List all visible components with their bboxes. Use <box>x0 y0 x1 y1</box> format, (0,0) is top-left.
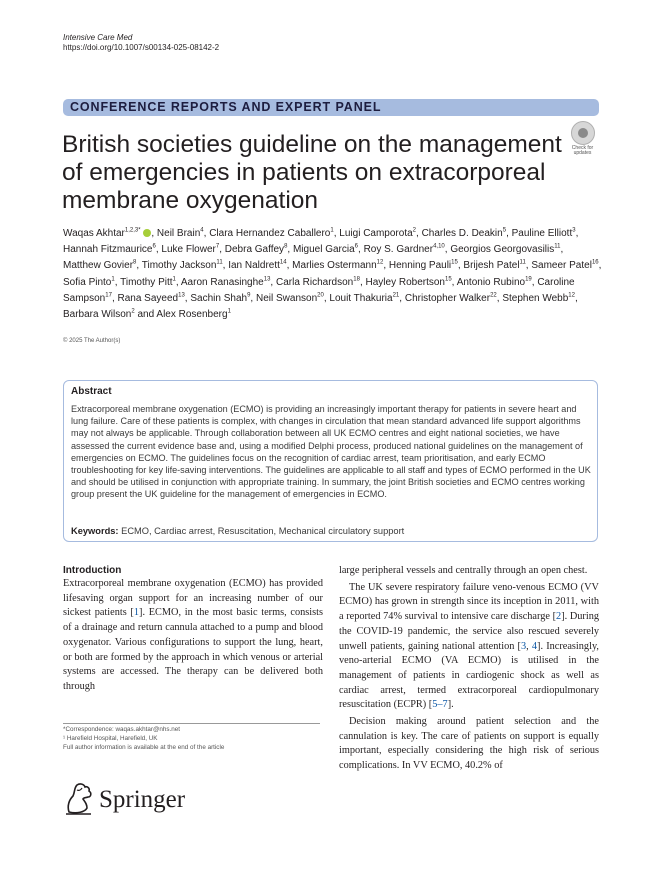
author-affiliation-sup: 5 <box>502 227 507 234</box>
author-name[interactable]: Pauline Elliott <box>511 228 573 239</box>
author-name[interactable]: Georgios Georgovasilis <box>450 244 555 256</box>
reference-link[interactable]: 5–7 <box>432 699 448 711</box>
author-name[interactable]: Timothy Jackson <box>141 260 217 272</box>
author-name[interactable]: Clara Hernandez Caballero <box>209 228 331 239</box>
keywords-label: Keywords: <box>71 526 119 536</box>
author-name[interactable]: Barbara Wilson <box>63 309 132 321</box>
author-affiliation-sup: 1 <box>172 276 176 283</box>
section-banner <box>63 99 599 116</box>
author-name[interactable]: Matthew Govier <box>63 260 134 272</box>
author-affiliation-sup: 1 <box>227 308 231 315</box>
author-affiliation-sup: 6 <box>152 243 156 250</box>
author-name[interactable]: Neil Swanson <box>255 292 318 304</box>
author-affiliation-sup: 1 <box>330 227 334 234</box>
keywords <box>71 526 404 536</box>
author-name[interactable]: Roy S. Gardner <box>363 244 434 256</box>
author-affiliation-sup: 15 <box>444 276 452 283</box>
author-name[interactable]: Hannah Fitzmaurice <box>63 244 153 256</box>
author-name[interactable]: Aaron Ranasinghe <box>180 276 264 288</box>
journal-name: Intensive Care Med <box>63 33 133 42</box>
author-name[interactable]: Neil Brain <box>156 228 201 239</box>
author-affiliation-sup: 4,10 <box>433 243 445 250</box>
footnote-divider <box>63 723 320 724</box>
abstract-body: Extracorporeal membrane oxygenation (ECMO) is providing an increasingly important therapy for patients in severe heart and lung failure. Care of these patients is complex, with changes in circulation that mean standard advanced life support algorithms may not always be applicable. Through collaboration between all UK ECMO centres and eight national societies, we have assessed the current evidence base and, using a modified Delphi process, produced national guidelines on the management of emergencies on ECMO. The guidelines focus on the recognition of cardiac arrest, team prioritisation, and early ECMO troubleshooting for key life-saving interventions. The guidelines are applicable to all staff and types of ECMO performed in the UK and should be utilised in conjunction with appropriate training. In summary, the joint British societies and ECMO centres working group present the UK guideline for the management of emergencies in ECMO. <box>71 404 591 500</box>
abstract-box <box>63 380 598 542</box>
author-affiliation-sup: 6 <box>354 243 359 250</box>
reference-link[interactable]: 3 <box>520 640 527 652</box>
author-name[interactable]: Debra Gaffey <box>224 244 285 256</box>
check-for-updates-badge[interactable] <box>567 121 598 154</box>
author-name[interactable]: Christopher Walker <box>404 292 491 304</box>
article-title: British societies guideline on the management of emergencies in patients on extracorporeal membrane oxygenation <box>62 131 562 214</box>
springer-horse-icon <box>63 782 95 816</box>
springer-logo <box>63 782 186 816</box>
author-name[interactable]: Sachin Shah <box>190 292 248 304</box>
author-affiliation-sup: 11 <box>519 260 526 267</box>
author-name[interactable]: Sameer Patel <box>531 260 592 272</box>
author-name[interactable]: Charles D. Deakin <box>421 228 503 239</box>
author-name[interactable]: Sofia Pinto <box>63 276 112 288</box>
author-affiliation-sup: 3 <box>572 227 576 234</box>
author-name[interactable]: Waqas Akhtar <box>63 228 125 239</box>
reference-link[interactable]: 4 <box>531 640 538 652</box>
author-name[interactable]: Henning Pauli <box>388 260 452 272</box>
affiliation: ¹ Harefield Hospital, Harefield, UK <box>63 735 158 742</box>
intro-paragraph: Extracorporeal membrane oxygenation (ECMO) has provided lifesaving organ support for an increasing number of our sickest patients [1]. ECMO, in the most basic terms, consists of a drainage and return cannula attached to a pump and blood oxygenator. Various configurations to support the lung, heart, or both are formed by the approach in which venous or arterial systems are accessed. The therapy can be delivered both through <box>63 578 323 692</box>
author-list: Waqas Akhtar$^{1,2,3*}$ , Neil Brain$^4$, Clara Hernandez Caballero$^1$, Luigi Camporota$^2$, Charles D. Deakin$^5$, Pauline Elliott$^3$, Hannah Fitzmaurice$^6$, Luke Flower$^7$, Debra Gaffey$^8$, Miguel Garcia$^6$, Roy S. Gardner$^{4,10}$, Georgios Georgovasilis$^{11}$, Matthew Govier$^8$, Timothy Jackson$^{11}$, Ian Naldrett$^{14}$, Marlies Ostermann$^{12}$, Henning Pauli$^{15}$, Brijesh Patel$^{11}$, Sameer Patel$^{16}$, Sofia Pinto$^1$, Timothy Pitt$^1$, Aaron Ranasinghe$^{13}$, Carla Richardson$^{18}$, Hayley Robertson$^{15}$, Antonio Rubino$^{19}$, Caroline Sampson$^{17}$, Rana Sayeed$^{13}$, Sachin Shah$^9$, Neil Swanson$^{20}$, Louit Thakuria$^{21}$, Christopher Walker$^{22}$, Stephen Webb$^{12}$, Barbara Wilson$^2$ and Alex Rosenberg$^1$ <box>63 227 602 321</box>
paragraph: Decision making around patient selection and the cannulation is key. The care of patients on support is equally important, especially considering the high risk of serious complications. In VV ECMO, 40.2% of <box>339 716 599 772</box>
author-name[interactable]: Hayley Robertson <box>365 276 445 288</box>
author-name[interactable]: Brijesh Patel <box>463 260 520 272</box>
right-column <box>339 564 599 776</box>
author-affiliation-sup: 22 <box>490 292 497 299</box>
author-name[interactable]: Rana Sayeed <box>117 292 179 304</box>
author-affiliation-sup: 11 <box>216 260 223 267</box>
author-affiliation-sup: 9 <box>247 292 251 299</box>
abstract-heading: Abstract <box>71 386 112 397</box>
author-affiliation-sup: 18 <box>353 276 360 283</box>
author-name[interactable]: Stephen Webb <box>502 292 569 304</box>
author-affiliation-sup: 16 <box>591 260 599 267</box>
paragraph: large peripheral vessels and centrally through an open chest. <box>339 565 588 576</box>
author-affiliation-sup: 1,2,3* <box>124 227 141 234</box>
reference-link[interactable]: 1 <box>133 607 140 619</box>
author-name[interactable]: Alex Rosenberg <box>156 309 228 321</box>
check-updates-label: Check for updates <box>571 145 594 156</box>
author-name[interactable]: Marlies Ostermann <box>292 260 377 272</box>
check-updates-icon <box>571 121 595 145</box>
reference-link[interactable]: 2 <box>556 611 562 623</box>
author-name[interactable]: Carla Richardson <box>275 276 354 288</box>
correspondence: *Correspondence: waqas.akhtar@nhs.net <box>63 726 181 733</box>
footnotes <box>63 725 224 752</box>
author-affiliation-sup: 21 <box>392 292 400 299</box>
author-name[interactable]: Luigi Camporota <box>339 228 413 239</box>
orcid-icon[interactable] <box>143 229 151 237</box>
author-name[interactable]: Louit Thakuria <box>329 292 393 304</box>
full-author-info: Full author information is available at the end of the article <box>63 744 225 751</box>
doi-link[interactable]: https://doi.org/10.1007/s00134-025-08142-2 <box>63 43 220 52</box>
publisher-name: Springer <box>99 786 186 813</box>
copyright: © 2025 The Author(s) <box>63 338 121 344</box>
author-affiliation-sup: 19 <box>525 276 532 283</box>
author-affiliation-sup: 7 <box>215 243 220 250</box>
author-affiliation-sup: 15 <box>451 260 458 267</box>
author-affiliation-sup: 1 <box>111 276 115 283</box>
author-name[interactable]: Timothy Pitt <box>120 276 173 288</box>
intro-column <box>63 564 323 695</box>
keywords-list: ECMO, Cardiac arrest, Resuscitation, Mechanical circulatory support <box>121 526 405 536</box>
author-affiliation-sup: 20 <box>317 292 324 299</box>
author-name[interactable]: Luke Flower <box>161 244 216 256</box>
author-affiliation-sup: 12 <box>568 292 575 299</box>
author-affiliation-sup: 13 <box>263 276 271 283</box>
author-name[interactable]: Caroline Sampson <box>63 276 575 304</box>
author-affiliation-sup: 4 <box>200 227 204 234</box>
author-affiliation-sup: 17 <box>105 292 112 299</box>
author-affiliation-sup: 13 <box>178 292 185 299</box>
author-affiliation-sup: 11 <box>554 243 561 250</box>
author-affiliation-sup: 12 <box>376 260 384 267</box>
author-name[interactable]: Ian Naldrett <box>228 260 280 272</box>
author-affiliation-sup: 8 <box>133 260 137 267</box>
author-name[interactable]: Miguel Garcia <box>292 244 355 256</box>
intro-heading: Introduction <box>63 565 122 576</box>
paragraph: The UK severe respiratory failure veno-venous ECMO (VV ECMO) has grown in strength since its inception in 2011, with a reported 74% survival to intensive care discharge [2]. During the COVID-19 pandemic, the service also rescued severely unwell patients, gaining national attention [3, 4]. Increasingly, veno-arterial ECMO (VA ECMO) is utilised in the management of patients in cardiogenic shock as well as cardiac arrest, termed extracorporeal cardiopulmonary resuscitation (ECPR) [5–7]. <box>339 581 599 711</box>
author-affiliation-sup: 2 <box>131 308 135 315</box>
journal-header <box>63 33 219 53</box>
author-affiliation-sup: 2 <box>412 227 416 234</box>
author-affiliation-sup: 14 <box>279 260 287 267</box>
author-affiliation-sup: 8 <box>284 243 288 250</box>
author-name[interactable]: Antonio Rubino <box>456 276 526 288</box>
section-banner-label: CONFERENCE REPORTS AND EXPERT PANEL <box>70 100 382 114</box>
